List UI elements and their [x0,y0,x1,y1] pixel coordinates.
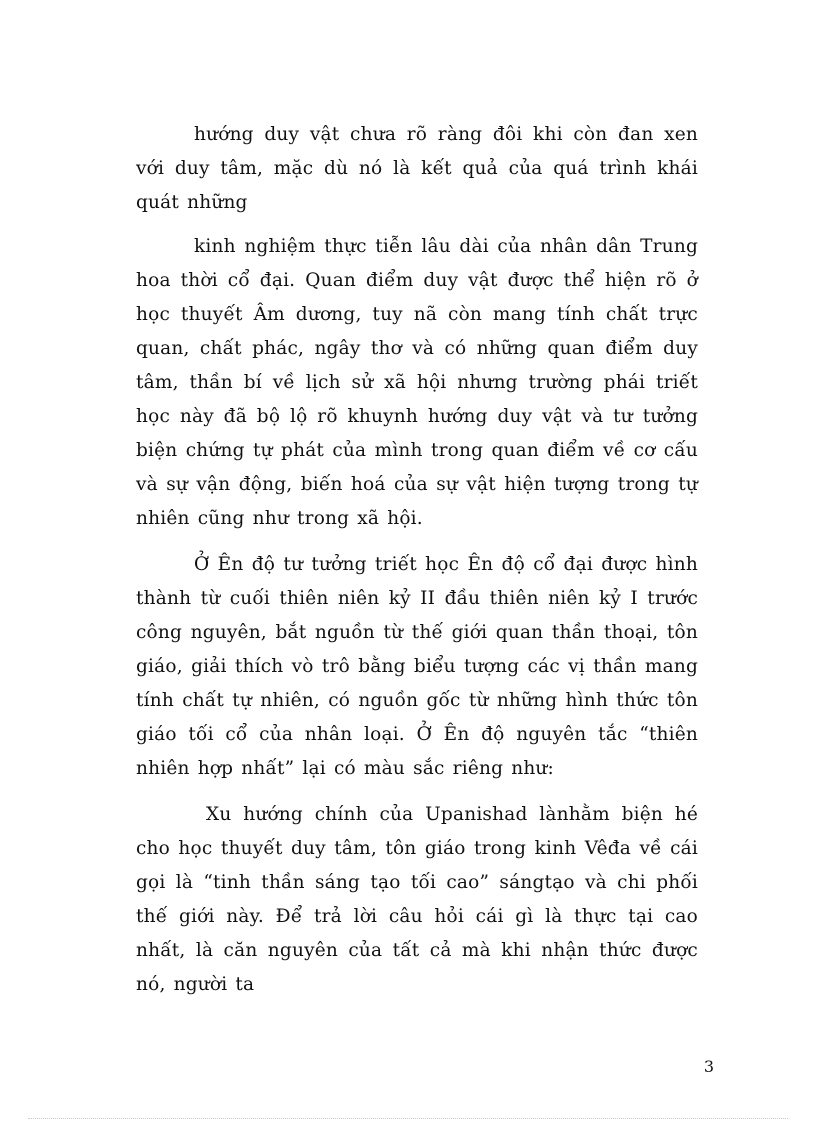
paragraph-2: kinh nghiệm thực tiễn lâu dài của nhân dân Trung hoa thời cổ đại. Quan điểm duy vật được thể hiện rõ ở học thuyết Âm dương, tuy nã còn mang tính chất trực quan, chất phác, ngây thơ và có những quan điểm duy tâm, thần bí về lịch sử xã hội nhưng trường phái triết học này đã bộ lộ rõ khuynh hướng duy vật và tư tưởng biện chứng tự phát của mình trong quan điểm về cơ cấu và sự vận động, biến hoá của sự vật hiện tượng trong tự nhiên cũng như trong xã hội. [136,236,698,529]
body-text [136,118,698,1002]
paragraph-4: Xu hướng chính của Upanishad lànhằm biện hé cho học thuyết duy tâm, tôn giáo trong kinh Vêđa về cái gọi là “tinh thần sáng tạo tối cao” sángtạo và chi phối thế giới này. Để trả lời câu hỏi cái gì là thực tại cao nhất, là căn nguyên của tất cả mà khi nhận thức được nó, người ta [136,804,698,995]
page-bottom-divider [28,1118,788,1119]
paragraph-3: Ở Ên độ tư tưởng triết học Ên độ cổ đại được hình thành từ cuối thiên niên kỷ II đầu thiên niên kỷ I trước công nguyên, bắt nguồn từ thế giới quan thần thoại, tôn giáo, giải thích vò trô bằng biểu tượng các vị thần mang tính chất tự nhiên, có nguồn gốc từ những hình thức tôn giáo tối cổ của nhân loại. Ở Ên độ nguyên tắc “thiên nhiên hợp nhất” lại có màu sắc riêng như: [136,554,698,779]
paragraph-1: hướng duy vật chưa rõ ràng đôi khi còn đan xen với duy tâm, mặc dù nó là kết quả của quá trình khái quát những [136,124,698,213]
page-number: 3 [703,1057,714,1076]
